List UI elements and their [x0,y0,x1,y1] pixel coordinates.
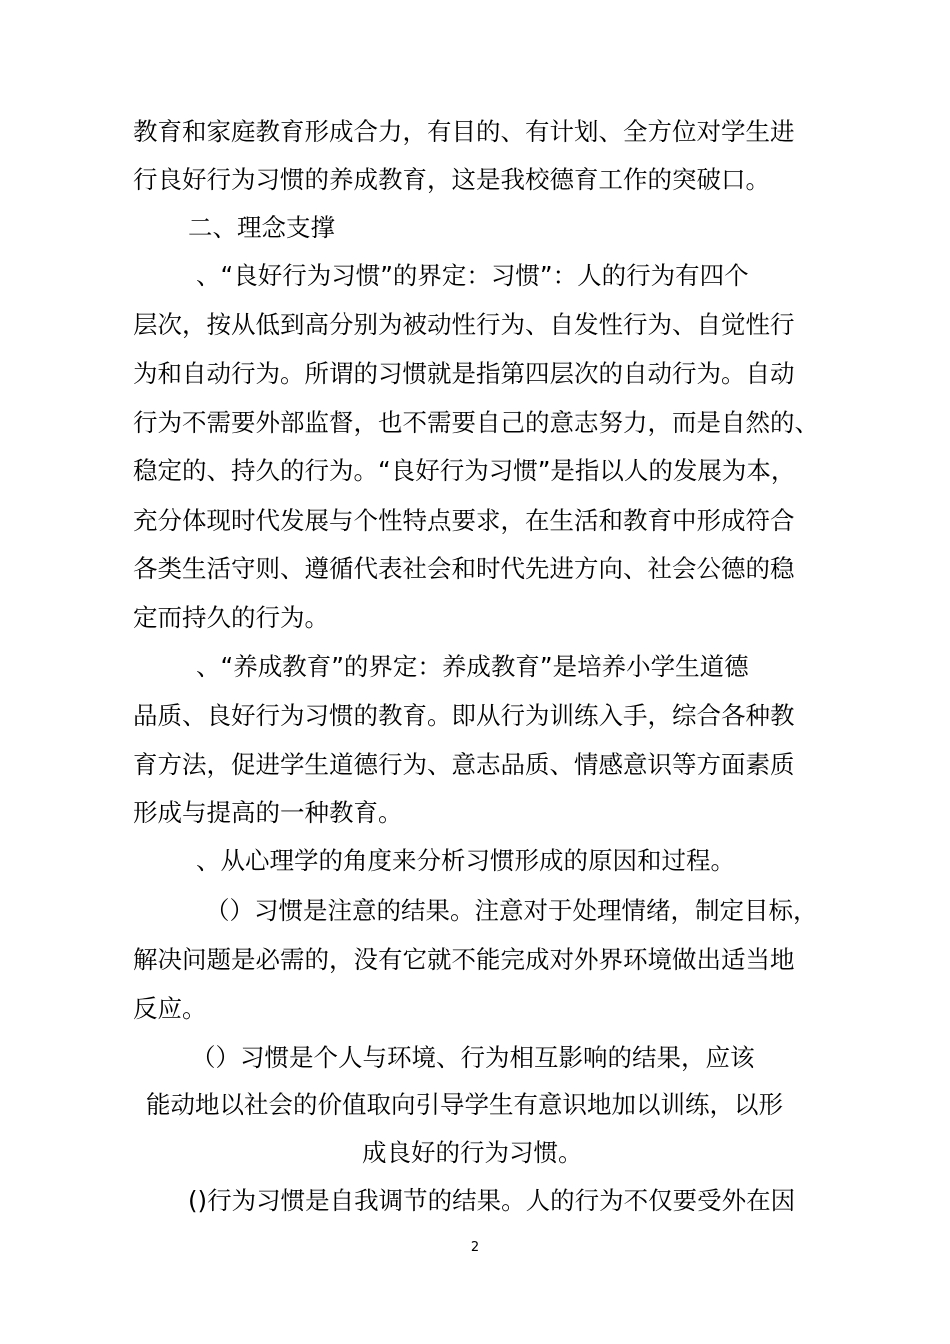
text-line: 各类生活守则、遵循代表社会和时代先进方向、社会公德的稳 [133,554,795,583]
text-line: 形成与提高的一种教育。 [133,798,403,827]
text-line: 反应。 [133,994,207,1023]
text-line: 教育和家庭教育形成合力，有目的、有计划、全方位对学生进 [133,117,795,146]
text-line: 层次，按从低到高分别为被动性行为、自发性行为、自觉性行 [133,310,795,339]
text-line: 定而持久的行为。 [133,603,329,632]
text-line: 、“养成教育”的界定：养成教育”是培养小学生道德 [196,652,749,681]
text-line: 充分体现时代发展与个性特点要求，在生活和教育中形成符合 [133,506,795,535]
page-number: 2 [470,1240,480,1255]
text-line: 解决问题是必需的，没有它就不能完成对外界环境做出适当地 [133,945,795,974]
text-line: （）习惯是注意的结果。注意对于处理情绪，制定目标， [205,896,818,925]
text-line: 能动地以社会的价值取向引导学生有意识地加以训练，以形 [146,1090,783,1119]
text-line: 、从心理学的角度来分析习惯形成的原因和过程。 [196,846,735,875]
text-line: 为和自动行为。所谓的习惯就是指第四层次的自动行为。自动 [133,359,795,388]
text-line: 稳定的、持久的行为。“良好行为习惯”是指以人的发展为本， [133,456,796,485]
text-line: 品质、良好行为习惯的教育。即从行为训练入手，综合各种教 [133,701,795,730]
text-line: 成良好的行为习惯。 [362,1138,583,1167]
text-line: 行良好行为习惯的养成教育，这是我校德育工作的突破口。 [133,165,770,194]
section-heading: 二、理念支撑 [188,213,335,242]
text-line: ()行为习惯是自我调节的结果。人的行为不仅要受外在因 [188,1186,796,1215]
text-line: 行为不需要外部监督，也不需要自己的意志努力，而是自然的、 [133,408,819,437]
text-line: 育方法，促进学生道德行为、意志品质、情感意识等方面素质 [133,750,795,779]
text-line: 、“良好行为习惯”的界定：习惯”：人的行为有四个 [196,261,749,290]
text-line: （）习惯是个人与环境、行为相互影响的结果，应该 [191,1043,755,1072]
